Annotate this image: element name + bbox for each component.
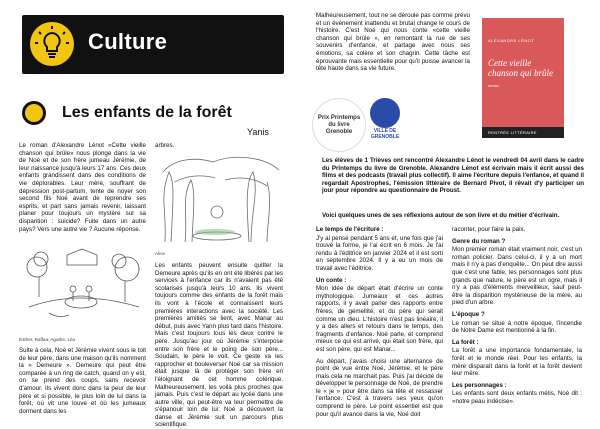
boys-illustration — [19, 247, 146, 330]
grenoble-logo: VILLE DE GRENOBLE — [370, 98, 400, 154]
intro-question: Voici quelques unes de ses réflexions autour de son livre et du métier d'écrivain. — [322, 212, 560, 219]
section-banner — [22, 15, 284, 74]
qa-block — [452, 311, 582, 335]
printemps-du-livre-logo: Prix Printemps du livre Grenoble — [312, 98, 366, 152]
qa-text: raconter, pour faire la paix. — [452, 226, 526, 233]
body-col1-p1: Le roman d'Alexandre Lénot «Cette vieille chanson qui brûle» nous plonge dans la vie de Noé et de son frère jumeau Jérémie, de leur naissance jusqu'à leurs 17 ans. Ces deux enfants grandissent dans des conditions de vie déplorables. Leur mère, souffrant de dépression post-partum, tente de noyer son second fils Noé avant de reprendre ses esprits, et part sans jamais revenir, laissant planer pour toujours un mystère sur sa disparition : suicide? Fuite dans un autre pays? Vers une autre vie ? Aucune réponse. — [19, 142, 146, 233]
qa-text: Le roman se situe à notre époque, l'incendie de Notre Dame est mentionné à la fin. — [452, 319, 582, 335]
book-author: ALEXANDRE LÉNOT — [488, 38, 535, 43]
article-author: Yanis — [247, 127, 269, 137]
book-footer: RENTRÉE LITTÉRAIRE — [488, 130, 537, 135]
qa-heading: La forêt : — [452, 338, 479, 346]
qa-text: Les enfants sont deux enfants métis, Noé dit : «notre peau indécise». — [452, 390, 582, 405]
interview-col1 — [316, 226, 443, 418]
body-col2-p2: Les enfants peuvent ensuite quitter la Demeure après qu'ils en ont été libérés par les services à l'enfance car ils n'avaient pas été scolarisés jusqu'à leurs 10 ans. Ils vivent toujours comme des enfants de la forêt mais ils vont à l'école et connaissent leurs premières interactions avec la société. Les premières amitiés se lient, avec Manar au début, puis avec Yann plus tard dans l'histoire. Mais c'est toujours tous les deux contre le père. Jusqu'au jour où Jérémie s'interpose entre son frère et le poing de son père... Soudain, le père le voit. Ce geste va les rapprocher et bouleverser Noé car sa mission était jusque là de protéger son frère en l'éloignant de cet homme colérique. Malheureusement, les voilà plus proches que jamais. Puis c'est le départ au lycée dans une autre ville, qui peut-être va leur permettre de s'épanouir loin de lui: Noé a découvert la danse et Jérémie suit un parcours plus scientifique. — [155, 262, 283, 429]
qa-text: Mon idée de départ était d'écrire un conte mythologique. Jumeaux et ces autres rapports, il y avait parler des rapports entre frères, de gémellité, et du père qui serait comme un dieu. L'histoire n'est pas linéaire, il y a des allers et retours dans le temps, des fragments d'enfance. Noé parle, et comprend mieux ce qui est arrivé, qui était son frère, qui est son père, qui est Manar... — [316, 285, 443, 353]
lightbulb-icon — [30, 22, 74, 66]
qa-heading: Le temps de l'écriture : — [316, 226, 384, 233]
qa-heading: L'époque ? — [452, 310, 485, 318]
intro-paragraph: Malheureusement, tout ne se déroule pas comme prévu et un événement inattendu et brutal change le cours de l'histoire. C'est Noé qui nous conte «cette vieille chanson qui brûle », en remontant la rue de ses souvenirs d'enfance, et partage avec nous ses émotions, sa colère et son chagrin. Cette tâche est éprouvante mais essentielle pour qu'il puisse avancer la tête haute dans sa vie future. — [316, 12, 470, 73]
qa-block — [316, 226, 443, 273]
book-title: Cette vieille chanson qui brûle — [488, 58, 553, 78]
qa-text: Mon premier roman était vraiment noir, c'est un roman policier. Dans celui-ci, il y a un mort mais il n'y a pas d'enquête... On peut dire aussi que c'est une fable, les personnages sont plus grands que nature, le père est un ogre, mais il n'y a pas d'éléments merveilleux, sauf peut-être la disparition mystérieuse de la mère, au pied d'un arbre. — [452, 246, 582, 307]
book-genre: roman — [488, 84, 499, 88]
forest-illustration — [155, 152, 283, 244]
qa-block — [452, 339, 582, 378]
article-title: Les enfants de la forêt — [62, 104, 232, 121]
boys-caption: Esther, Raffaa, Agathe, Léa — [19, 337, 76, 342]
qa-heading: Genre du roman ? — [452, 237, 506, 245]
qa-text: La forêt a une importance fondamentale, la forêt et le monde réel. Pour les enfants, la mère disparaît dans la forêt et la forêt devient leur mère. — [452, 347, 582, 378]
qa-block — [316, 277, 443, 354]
qa-block — [452, 226, 582, 234]
meeting-paragraph: Les élèves de 1 Trièves ont rencontré Alexandre Lénot le vendredi 04 avril dans le cadre du Printemps du livre de Grenoble. Alexandre Lénot est écrivain mais il écrit aussi des films et des podcasts (travail plus collectif). Il aime l'écriture depuis l'enfance, et quand il regardait Apostrophes, l'émission littéraire de Bernard Pivot, il rêvait d'y participer un jour pour répondre au questionnaire de Proust. — [322, 157, 584, 195]
lightbulb-small-icon — [22, 101, 46, 125]
qa-heading: Les personnages : — [452, 381, 507, 389]
interview-col2 — [452, 226, 582, 405]
qa-block — [316, 358, 443, 419]
qa-block — [452, 238, 582, 307]
qa-text: J'y ai pensé pendant 5 ans et, une fois que j'ai trouvé la forme, je l'ai écrit en 6 mois. Je l'ai rendu à l'éditrice en janvier 2024 et il est sorti en septembre 2024. Il y a eu un mois de travail avec l'éditrice. — [316, 234, 443, 272]
qa-block — [452, 382, 582, 406]
section-title: Culture — [88, 29, 168, 54]
qa-text: Au départ, j'avais choisi une alternance de point de vue entre Noé, Jérémie, et le père mais cela ne marchait pas. Puis j'ai décidé de développer le personnage de Noé, de prendre le « je » pour être dans sa tête et ressasser l'enfance. C'est à travers ses yeux qu'on comprend le père. Le point essentiel est que pour qu'il avance dans la vie, Noé doit — [316, 357, 443, 418]
body-col1-p2: Suite à cela, Noé et Jérémie vivent sous le toit de leur père, dans une maison qu'ils nomment la « Demeure ». Demeure qui peut être comparée à un ring de catch, quand on y est, on se prend des coups, sans recevoir d'amour. Ils vivent donc dans la peur de leur père et si possible, le plus loin de lui dans la forêt, où vit une louve et où les jumeaux dorment dans les — [19, 347, 146, 415]
body-col2-p1: arbres. — [155, 142, 175, 149]
forest-caption: Alice — [155, 251, 165, 256]
book-cover — [482, 18, 564, 138]
qa-heading: Un conte : — [316, 276, 347, 284]
